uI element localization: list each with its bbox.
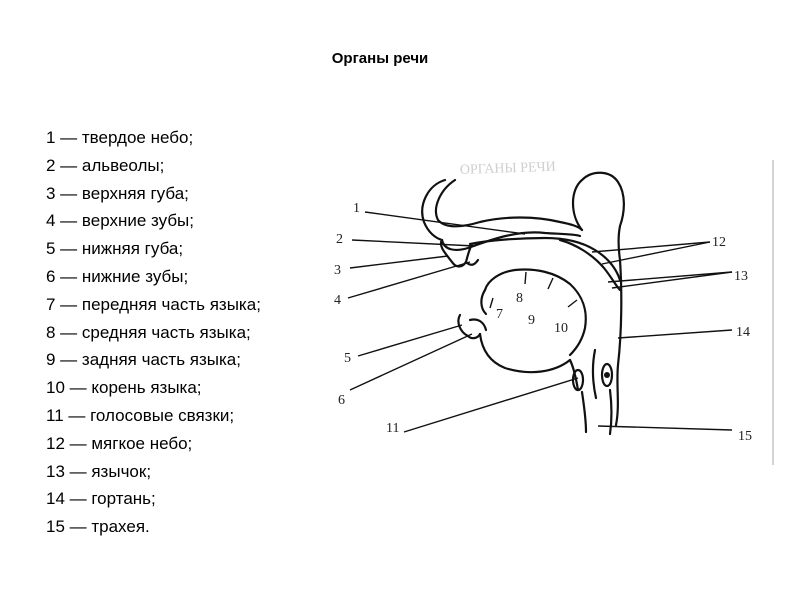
lower-teeth-outline bbox=[470, 319, 486, 330]
legend-item: 12 — мягкое небо; bbox=[46, 433, 193, 453]
label-4: 4 bbox=[334, 293, 341, 308]
legend-item: 8 — средняя часть языка; bbox=[46, 322, 251, 342]
label-9: 9 bbox=[528, 313, 535, 328]
legend-item: 2 — альвеолы; bbox=[46, 155, 165, 175]
legend-item: 9 — задняя часть языка; bbox=[46, 350, 241, 370]
nasal-passage-outline bbox=[436, 180, 582, 230]
legend-item: 13 — язычок; bbox=[46, 461, 152, 481]
legend-item: 6 — нижние зубы; bbox=[46, 266, 189, 286]
leader-line-4 bbox=[348, 262, 470, 298]
leader-line-15 bbox=[598, 426, 732, 430]
faded-scan-text: ОРГАНЫ РЕЧИ bbox=[459, 159, 557, 178]
legend-item: 11 — голосовые связки; bbox=[46, 405, 235, 425]
label-3: 3 bbox=[334, 263, 341, 278]
label-5: 5 bbox=[344, 351, 351, 366]
palate-outline bbox=[470, 238, 620, 280]
tongue-mark-7 bbox=[490, 298, 493, 308]
label-6: 6 bbox=[338, 393, 345, 408]
legend-list bbox=[46, 124, 261, 541]
leader-line-3 bbox=[350, 256, 448, 268]
legend-item: 15 — трахея. bbox=[46, 517, 150, 537]
tongue-mark-10 bbox=[568, 300, 577, 307]
label-15: 15 bbox=[738, 429, 752, 444]
label-12: 12 bbox=[712, 235, 726, 250]
legend-item: 4 — верхние зубы; bbox=[46, 211, 194, 231]
tongue-mark-9 bbox=[548, 278, 553, 289]
label-14: 14 bbox=[736, 325, 750, 340]
legend-item: 14 — гортань; bbox=[46, 489, 156, 509]
speech-organs-diagram bbox=[320, 150, 780, 480]
tongue-tip-outline bbox=[481, 290, 486, 314]
label-11: 11 bbox=[386, 421, 400, 436]
leader-line-14 bbox=[618, 330, 732, 338]
label-7: 7 bbox=[496, 307, 503, 322]
legend-item: 5 — нижняя губа; bbox=[46, 239, 184, 259]
jaw-outline bbox=[480, 334, 570, 372]
legend-item: 3 — верхняя губа; bbox=[46, 183, 189, 203]
leader-line-1 bbox=[365, 212, 525, 234]
label-10: 10 bbox=[554, 321, 568, 336]
legend-item: 1 — твердое небо; bbox=[46, 128, 194, 147]
leader-line-5 bbox=[358, 325, 462, 356]
label-13: 13 bbox=[734, 269, 748, 284]
leader-line-11 bbox=[404, 378, 578, 432]
leader-line-6 bbox=[350, 334, 472, 390]
vocal-cord-dot bbox=[604, 372, 610, 378]
label-1: 1 bbox=[353, 201, 360, 216]
legend-item: 7 — передняя часть языка; bbox=[46, 294, 261, 314]
tongue-mark-8 bbox=[525, 272, 526, 284]
leader-line-12a bbox=[592, 242, 710, 252]
legend-item: 10 — корень языка; bbox=[46, 378, 202, 398]
label-2: 2 bbox=[336, 232, 343, 247]
page-title: Органы речи bbox=[331, 50, 429, 67]
leader-line-2 bbox=[352, 240, 475, 246]
nasopharynx-outline bbox=[573, 173, 624, 260]
label-8: 8 bbox=[516, 291, 523, 306]
